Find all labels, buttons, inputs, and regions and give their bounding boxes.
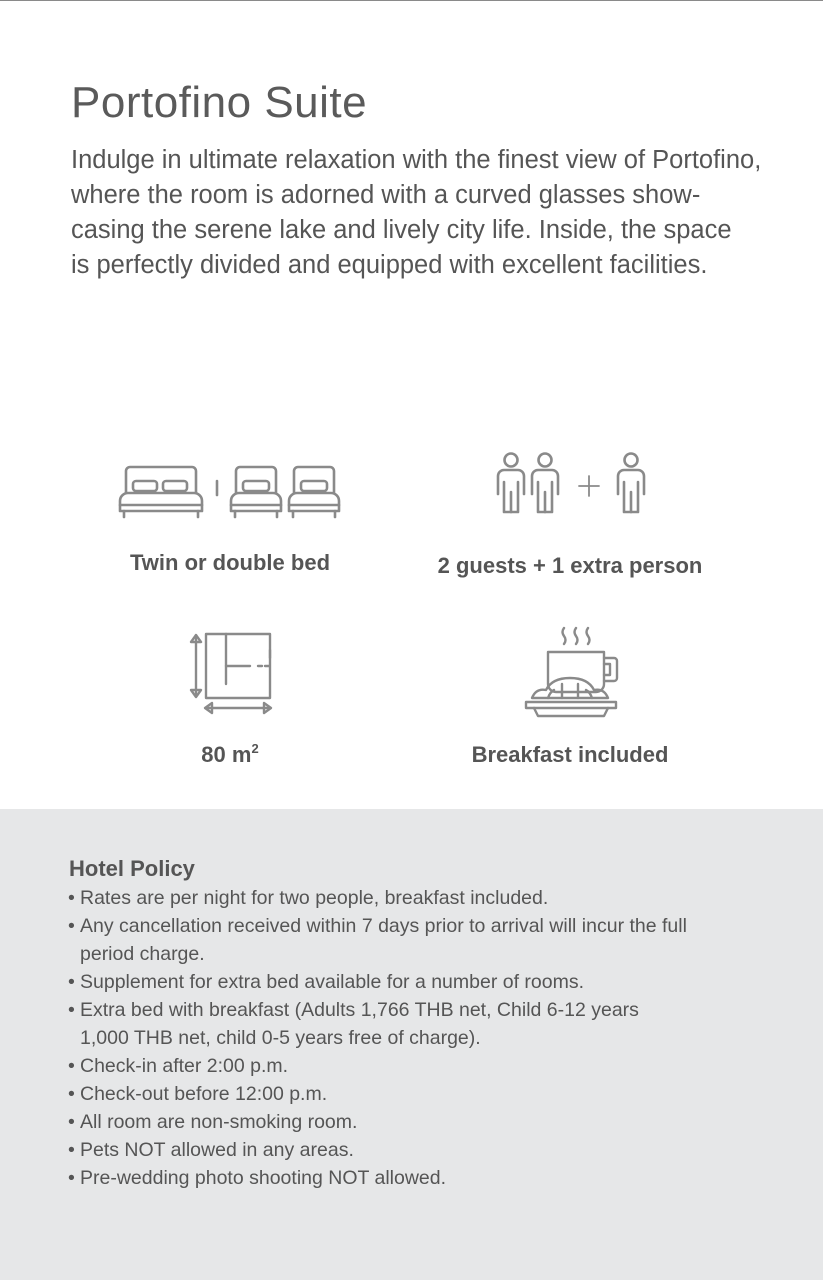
feature-size [130, 628, 330, 773]
policy-item [68, 1052, 768, 1080]
feature-bed-label: Twin or double bed [129, 550, 331, 575]
feature-guests [420, 448, 720, 583]
policy-item-text: • Pets NOT allowed in any areas. [80, 1139, 354, 1161]
policy-item-text: • Supplement for extra bed available for a number of rooms. [80, 971, 585, 993]
room-size-value: 80 m [201, 742, 252, 767]
room-size-unit-superscript: 2 [251, 741, 259, 756]
feature-guests-label: 2 guests + 1 extra person [437, 553, 703, 578]
top-divider [0, 0, 823, 1]
policy-item-text: • Check-in after 2:00 p.m. [80, 1055, 289, 1077]
policy-item-text: period charge. [80, 943, 205, 965]
policy-item [68, 1108, 768, 1136]
description-line: where the room is adorned with a curved glasses show- [71, 181, 701, 209]
policy-item-text: • Extra bed with breakfast (Adults 1,766 THB net, Child 6-12 years [80, 999, 639, 1021]
feature-breakfast-label: Breakfast included [471, 742, 669, 767]
description-line: is perfectly divided and equipped with excellent facilities. [71, 251, 708, 279]
policy-item [68, 1164, 768, 1192]
hotel-policy-list [68, 884, 768, 1192]
breakfast-icon [450, 622, 690, 722]
hotel-policy-panel [0, 809, 823, 1280]
policy-item [68, 996, 768, 1052]
room-description [71, 143, 761, 283]
description-line: casing the serene lake and lively city life. Inside, the space [71, 216, 732, 244]
feature-size-label [130, 741, 330, 768]
feature-breakfast [450, 622, 690, 772]
policy-item-text: • Any cancellation received within 7 days prior to arrival will incur the full [80, 915, 687, 937]
page-title: Portofino Suite [71, 78, 368, 127]
guests-icon [420, 448, 720, 520]
policy-item [68, 968, 768, 996]
policy-item [68, 884, 768, 912]
hotel-policy-title: Hotel Policy [69, 856, 195, 881]
policy-item [68, 1136, 768, 1164]
policy-item-text: • Pre-wedding photo shooting NOT allowed. [80, 1167, 447, 1189]
description-line: Indulge in ultimate relaxation with the finest view of Portofino, [71, 146, 762, 174]
policy-item-text: • Rates are per night for two people, breakfast included. [80, 887, 549, 909]
feature-bed [100, 455, 360, 585]
policy-item-text: 1,000 THB net, child 0-5 years free of charge). [80, 1027, 481, 1049]
floor-plan-icon [130, 628, 330, 720]
policy-item-text: • All room are non-smoking room. [80, 1111, 358, 1133]
bed-icon [100, 455, 360, 525]
policy-item [68, 1080, 768, 1108]
policy-item [68, 912, 768, 968]
policy-item-text: • Check-out before 12:00 p.m. [80, 1083, 328, 1105]
